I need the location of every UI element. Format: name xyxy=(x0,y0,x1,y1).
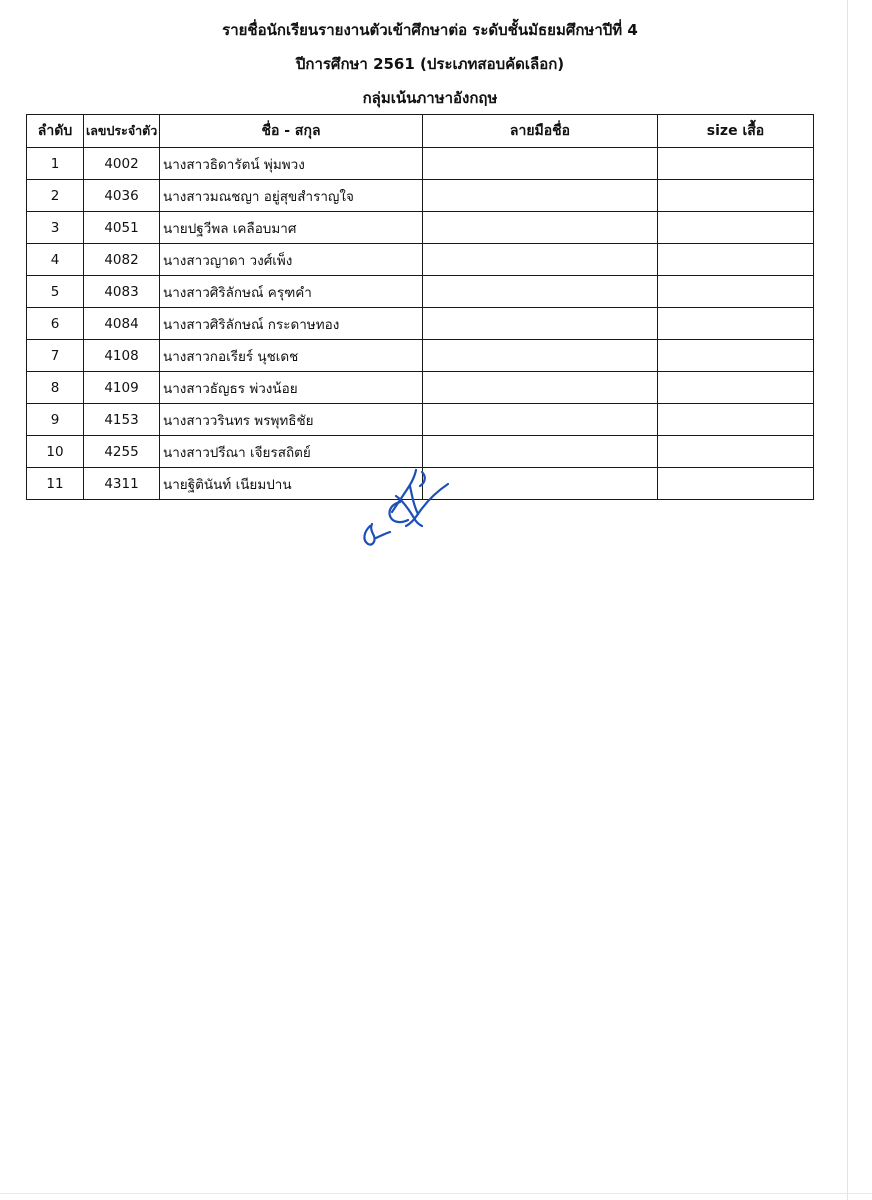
table-row xyxy=(27,244,814,276)
row-student-id: 4311 xyxy=(84,468,160,500)
row-order: 8 xyxy=(27,372,84,404)
table-row xyxy=(27,436,814,468)
table-row xyxy=(27,212,814,244)
table-row xyxy=(27,180,814,212)
header-student-id: เลขประจำตัว xyxy=(84,115,160,148)
scan-edge-right xyxy=(847,0,848,1200)
row-shirt-size-cell xyxy=(658,404,814,436)
row-full-name: นางสาววรินทร พรพุทธิชัย xyxy=(160,404,423,436)
row-order: 10 xyxy=(27,436,84,468)
row-shirt-size-cell xyxy=(658,148,814,180)
row-signature-cell xyxy=(423,148,658,180)
table-header-row xyxy=(27,115,814,148)
table-body xyxy=(27,148,814,500)
row-student-id: 4002 xyxy=(84,148,160,180)
row-order: 1 xyxy=(27,148,84,180)
header-signature: ลายมือชื่อ xyxy=(423,115,658,148)
row-order: 11 xyxy=(27,468,84,500)
table-row xyxy=(27,308,814,340)
row-shirt-size-cell xyxy=(658,468,814,500)
row-order: 7 xyxy=(27,340,84,372)
row-shirt-size-cell xyxy=(658,244,814,276)
row-full-name: นางสาวกอเรียร์ นุชเดช xyxy=(160,340,423,372)
row-signature-cell xyxy=(423,276,658,308)
row-shirt-size-cell xyxy=(658,340,814,372)
row-full-name: นางสาวธัญธร พ่วงน้อย xyxy=(160,372,423,404)
row-full-name: นางสาวศิริลักษณ์ กระดาษทอง xyxy=(160,308,423,340)
row-order: 2 xyxy=(27,180,84,212)
row-signature-cell xyxy=(423,340,658,372)
program-group-heading: กลุ่มเน้นภาษาอังกฤษ xyxy=(362,89,498,107)
row-student-id: 4255 xyxy=(84,436,160,468)
row-order: 9 xyxy=(27,404,84,436)
table-row xyxy=(27,276,814,308)
academic-year-subtitle: ปีการศึกษา 2561 (ประเภทสอบคัดเลือก) xyxy=(295,55,565,73)
row-shirt-size-cell xyxy=(658,308,814,340)
row-shirt-size-cell xyxy=(658,372,814,404)
row-signature-cell xyxy=(423,212,658,244)
row-student-id: 4084 xyxy=(84,308,160,340)
row-order: 3 xyxy=(27,212,84,244)
row-full-name: นายฐิตินันท์ เนียมปาน xyxy=(160,468,423,500)
row-student-id: 4153 xyxy=(84,404,160,436)
table-row xyxy=(27,404,814,436)
row-full-name: นางสาวธิดารัตน์ พุ่มพวง xyxy=(160,148,423,180)
table-row xyxy=(27,340,814,372)
header-full-name: ชื่อ - สกุล xyxy=(160,115,423,148)
row-full-name: นางสาวมณชญา อยู่สุขสำราญใจ xyxy=(160,180,423,212)
row-signature-cell xyxy=(423,468,658,500)
row-order: 5 xyxy=(27,276,84,308)
row-shirt-size-cell xyxy=(658,276,814,308)
row-full-name: นางสาวปรีณา เจียรสถิตย์ xyxy=(160,436,423,468)
header-shirt-size: size เสื้อ xyxy=(658,115,814,148)
row-shirt-size-cell xyxy=(658,436,814,468)
table-row xyxy=(27,148,814,180)
row-full-name: นางสาวศิริลักษณ์ ครุฑคำ xyxy=(160,276,423,308)
row-signature-cell xyxy=(423,308,658,340)
scan-edge-bottom xyxy=(0,1193,872,1194)
handwritten-signature xyxy=(356,466,456,566)
row-signature-cell xyxy=(423,404,658,436)
row-full-name: นายปฐวีพล เคลือบมาศ xyxy=(160,212,423,244)
student-roster-table xyxy=(26,114,814,500)
row-signature-cell xyxy=(423,180,658,212)
row-full-name: นางสาวญาดา วงศ์เพ็ง xyxy=(160,244,423,276)
row-student-id: 4082 xyxy=(84,244,160,276)
row-signature-cell xyxy=(423,436,658,468)
row-student-id: 4036 xyxy=(84,180,160,212)
table-row xyxy=(27,372,814,404)
header-order: ลำดับ xyxy=(27,115,84,148)
row-order: 4 xyxy=(27,244,84,276)
document-title: รายชื่อนักเรียนรายงานตัวเข้าศึกษาต่อ ระดับชั้นมัธยมศึกษาปีที่ 4 xyxy=(222,21,638,39)
row-shirt-size-cell xyxy=(658,180,814,212)
row-shirt-size-cell xyxy=(658,212,814,244)
row-signature-cell xyxy=(423,372,658,404)
row-student-id: 4109 xyxy=(84,372,160,404)
row-student-id: 4051 xyxy=(84,212,160,244)
row-signature-cell xyxy=(423,244,658,276)
row-order: 6 xyxy=(27,308,84,340)
row-student-id: 4083 xyxy=(84,276,160,308)
row-student-id: 4108 xyxy=(84,340,160,372)
